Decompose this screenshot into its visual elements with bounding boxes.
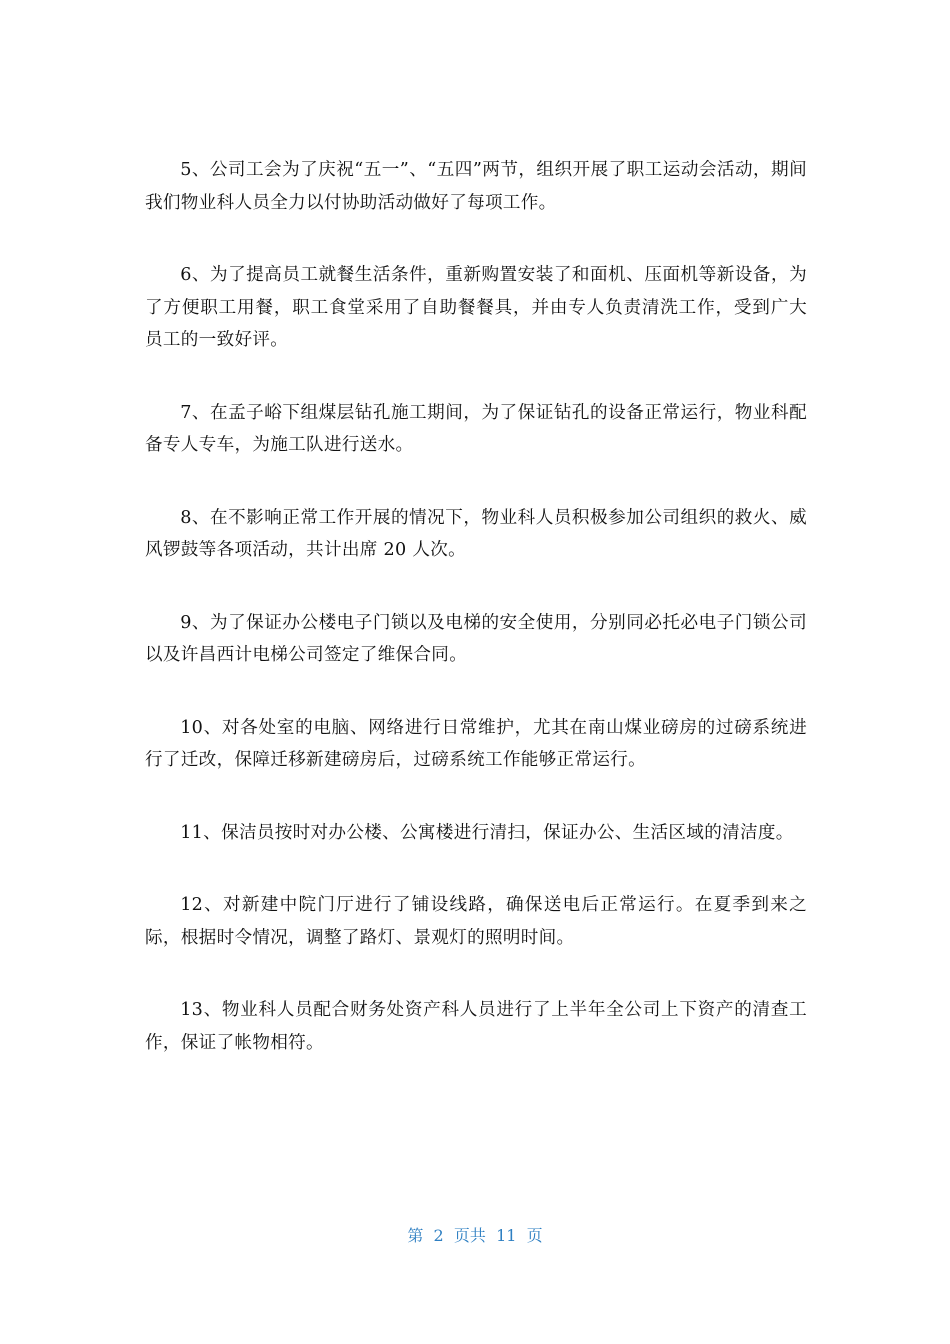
paragraph-item-11: 11、保洁员按时对办公楼、公寓楼进行清扫，保证办公、生活区域的清洁度。 bbox=[180, 822, 794, 843]
paragraph-item-6: 6、为了提高员工就餐生活条件，重新购置安装了和面机、压面机等新设备，为了方便职工用餐，职工食堂采用了自助餐餐具，并由专人负责清洗工作，受到广大员工的一致好评。 bbox=[145, 265, 807, 350]
page-footer bbox=[0, 1224, 950, 1248]
footer-suffix: 页 bbox=[526, 1226, 543, 1245]
footer-total-pages: 11 bbox=[496, 1226, 517, 1245]
paragraph-item-9: 9、为了保证办公楼电子门锁以及电梯的安全使用，分别同必托必电子门锁公司以及许昌西计电梯公司签定了维保合同。 bbox=[145, 612, 807, 665]
paragraph-item-13: 13、物业科人员配合财务处资产科人员进行了上半年全公司上下资产的清查工作，保证了帐物相符。 bbox=[145, 1000, 807, 1053]
paragraph-item-12: 12、对新建中院门厅进行了铺设线路，确保送电后正常运行。在夏季到来之际，根据时令情况，调整了路灯、景观灯的照明时间。 bbox=[145, 895, 807, 948]
footer-prefix: 第 bbox=[407, 1226, 424, 1245]
paragraph-item-8: 8、在不影响正常工作开展的情况下，物业科人员积极参加公司组织的救火、威风锣鼓等各项活动，共计出席 20 人次。 bbox=[145, 507, 807, 560]
paragraph-item-5: 5、公司工会为了庆祝“五一”、“五四”两节，组织开展了职工运动会活动，期间我们物业科人员全力以付协助活动做好了每项工作。 bbox=[145, 160, 807, 213]
footer-current-page: 2 bbox=[433, 1226, 444, 1245]
footer-middle: 页共 bbox=[453, 1226, 486, 1245]
paragraph-item-7: 7、在孟子峪下组煤层钻孔施工期间，为了保证钻孔的设备正常运行，物业科配备专人专车，为施工队进行送水。 bbox=[145, 402, 807, 455]
document-body bbox=[145, 154, 807, 1099]
paragraph-item-10: 10、对各处室的电脑、网络进行日常维护，尤其在南山煤业磅房的过磅系统进行了迁改，保障迁移新建磅房后，过磅系统工作能够正常运行。 bbox=[145, 717, 807, 770]
